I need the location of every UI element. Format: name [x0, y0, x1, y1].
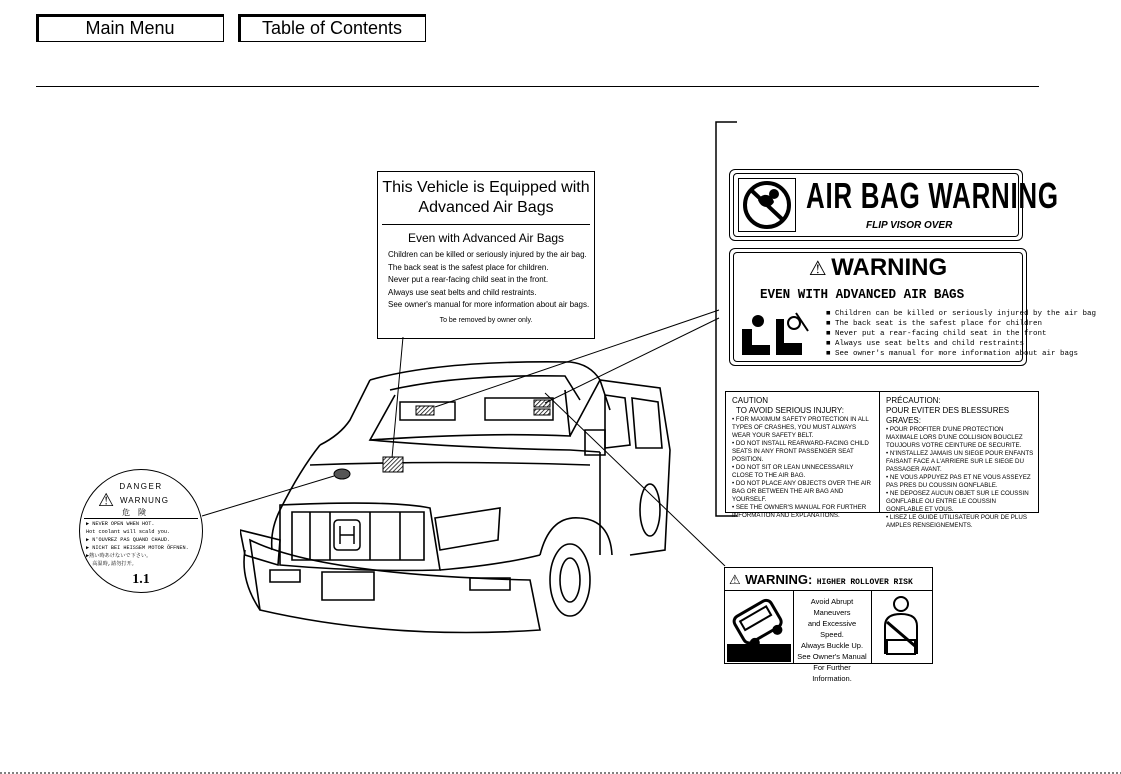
rollover-line: For Further Information.	[812, 663, 852, 683]
advanced-label-line: See owner's manual for more information about air bags.	[388, 300, 590, 309]
vehicle-illustration	[240, 340, 680, 670]
rollover-line: See Owner's Manual	[797, 652, 867, 661]
caution-items-fr	[886, 426, 1034, 530]
airbag-warning-label	[729, 169, 1059, 241]
warning-label-item: ■ Children can be killed or seriously injured by the air bag	[826, 310, 1097, 318]
caution-item-en: • DO NOT INSTALL REARWARD-FACING CHILD SEATS IN ANY FRONT PASSENGER SEAT POSITION.	[732, 440, 869, 463]
header-divider	[36, 86, 1039, 87]
danger-triangle-icon: ⚠	[98, 490, 115, 510]
rollover-triangle-icon: ⚠	[729, 572, 741, 587]
danger-pressure: 1.1	[132, 572, 150, 587]
advanced-label-subtitle: Even with Advanced Air Bags	[407, 231, 565, 245]
warning-label-title: WARNING	[831, 254, 948, 281]
caution-item-en: • SEE THE OWNER'S MANUAL FOR FURTHER INFORMATION AND EXPLANATIONS.	[732, 504, 867, 519]
danger-warnung: WARNUNG	[120, 496, 169, 505]
advanced-label-line: Never put a rear-facing child seat in the front.	[388, 275, 549, 284]
advanced-label-lines	[388, 249, 594, 312]
warning-label-item: ■ Never put a rear-facing child seat in the front	[826, 330, 1047, 338]
caution-item-fr: • POUR PROFITER D'UNE PROTECTION MAXIMALE LORS D'UNE COLLISION BOUCLEZ TOUJOURS VOTRE CEINTURE DE SECURITE.	[886, 426, 1023, 449]
rollover-line: Avoid Abrupt Maneuvers	[810, 597, 854, 617]
honda-logo	[334, 520, 360, 550]
danger-lines	[86, 520, 198, 568]
rollover-warning-label	[724, 567, 933, 683]
warning-triangle-icon: ⚠	[808, 258, 827, 280]
rollover-title: WARNING:	[745, 572, 813, 587]
advanced-airbag-label	[377, 171, 595, 339]
warning-label-item: ■ See owner's manual for more information about air bags	[826, 350, 1079, 358]
rollover-line: Always Buckle Up.	[800, 641, 864, 650]
airbag-warning-title: AIR BAG WARNING	[806, 175, 1059, 216]
danger-line: ▶ NICHT BEI HEISSEM MOTOR ÖFFNEN.	[86, 545, 189, 551]
rollover-line: and Excessive Speed.	[807, 619, 857, 639]
advanced-airbag-warning-label	[729, 248, 1097, 366]
danger-line: ▶ N'OUVREZ PAS QUAND CHAUD.	[86, 537, 171, 543]
caution-sub-en: TO AVOID SERIOUS INJURY:	[736, 406, 845, 415]
caution-item-fr: • N'INSTALLEZ JAMAIS UN SIEGE POUR ENFANTS FAISANT FACE A L'ARRIERE SUR LE SIEGE DU PASSAGER AVANT.	[886, 450, 1034, 473]
caution-label	[725, 391, 1039, 529]
advanced-label-line: The back seat is the safest place for children.	[388, 262, 549, 272]
seated-child-icon	[738, 307, 810, 359]
table-of-contents-button[interactable]: Table of Contents	[238, 14, 426, 42]
caution-item-fr: • NE VOUS APPUYEZ PAS ET NE VOUS ASSEYEZ PAS PRES DU COUSSIN GONFLABLE.	[886, 474, 1031, 489]
warning-label-item: ■ Always use seat belts and child restraints	[826, 340, 1025, 348]
danger-line: Hot coolant will scald you.	[86, 529, 171, 535]
caution-sub-fr: POUR EVITER DES BLESSURES GRAVES:	[886, 406, 1010, 425]
caution-title-fr: PRÉCAUTION:	[886, 396, 941, 405]
danger-line: ▶ 高温時,請勿打开。	[86, 561, 137, 567]
radiator-cap-spot	[334, 469, 350, 479]
danger-kiken: 危 険	[122, 508, 146, 517]
rollover-subtitle: HIGHER ROLLOVER RISK	[816, 578, 913, 587]
warning-label-subtitle: EVEN WITH ADVANCED AIR BAGS	[760, 287, 965, 303]
rollover-vehicle-icon	[727, 592, 793, 662]
seatbelt-icon	[875, 594, 929, 658]
danger-line: ▶ NEVER OPEN WHEN HOT.	[86, 521, 155, 527]
caution-item-en: • DO NOT SIT OR LEAN UNNECESSARILY CLOSE TO THE AIR BAG.	[732, 464, 854, 479]
airbag-warning-subtitle: FLIP VISOR OVER	[866, 220, 953, 231]
left-visor-label-spot	[416, 406, 434, 415]
right-visor-label-spot	[534, 400, 550, 407]
caution-item-fr: • LISEZ LE GUIDE UTILISATEUR POUR DE PLUS AMPLES RENSEIGNEMENTS.	[886, 514, 1027, 529]
danger-line: ▶熱い時あけないで下さい。	[86, 553, 152, 559]
caution-item-en: • FOR MAXIMUM SAFETY PROTECTION IN ALL TYPES OF CRASHES, YOU MUST ALWAYS WEAR YOUR SAFETY BELT.	[732, 416, 869, 439]
hood-label-spot	[383, 457, 403, 472]
caution-items-en	[732, 416, 876, 520]
advanced-label-title-2: Advanced Air Bags	[418, 199, 554, 216]
advanced-label-footer: To be removed by owner only.	[439, 316, 533, 324]
caution-item-fr: • NE DEPOSEZ AUCUN OBJET SUR LE COUSSIN GONFLABLE OU ENTRE LE COUSSIN GONFLABLE ET VOUS.	[886, 490, 1029, 513]
right-visor-label-spot-2	[534, 409, 550, 415]
radiator-danger-label	[79, 469, 203, 593]
no-child-airbag-icon	[738, 178, 796, 232]
advanced-label-line: Always use seat belts and child restraints.	[388, 287, 537, 297]
advanced-label-divider	[382, 224, 590, 225]
warning-label-items	[826, 309, 1096, 359]
advanced-label-title-1: This Vehicle is Equipped with	[382, 179, 590, 196]
caution-title-en: CAUTION	[732, 396, 768, 405]
advanced-label-line: Children can be killed or seriously injured by the air bag.	[388, 250, 587, 259]
danger-title: DANGER	[119, 482, 163, 491]
warning-label-item: ■ The back seat is the safest place for children	[826, 320, 1043, 328]
rollover-lines	[795, 596, 869, 684]
main-menu-button[interactable]: Main Menu	[36, 14, 224, 42]
caution-item-en: • DO NOT PLACE ANY OBJECTS OVER THE AIR BAG OR BETWEEN THE AIR BAG AND YOURSELF.	[732, 480, 872, 503]
